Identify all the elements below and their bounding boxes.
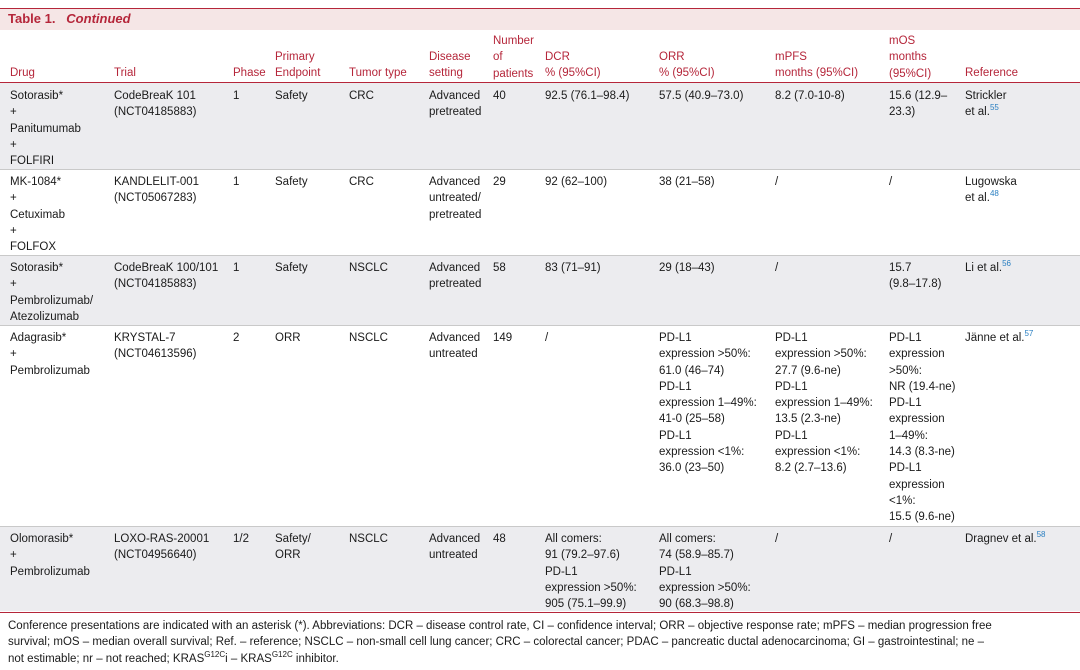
row-4-reference-link[interactable]: 57 [1024,329,1034,339]
footnote-line-2: survival; mOS – median overall survival; Ref. – reference; NSCLC – non-small cell lung cancer; CRC – colorectal cancer; PDAC – pancreatic ductal adenocarcinoma; GI – gastrointestinal; ne – [8,636,985,649]
footnote-line-1: Conference presentations are indicated with an asterisk (*). Abbreviations: DCR – disease control rate, CI – confidence interval; ORR – objective response rate; mPFS – median progression free [8,620,992,632]
row-4-endpoint: ORR [275,332,301,344]
row-4-trial: KRYSTAL-7 (NCT04613596) [114,332,197,361]
row-4-patients: 149 [493,332,513,344]
row-2-phase: 1 [233,176,240,188]
row-5-drug: Olomorasib* + Pembrolizumab [10,533,90,578]
row-3-reference-text: Li et al. [965,262,1003,274]
header-orr: ORR % (95%CI) [659,51,715,80]
row-2-endpoint: Safety [275,176,308,188]
row-3-reference [965,260,1011,276]
row-5-disease-setting: Advanced untreated [429,533,481,562]
row-5-mpfs: / [775,533,779,545]
header-dcr: DCR % (95%CI) [545,51,601,80]
header-mpfs: mPFS months (95%CI) [775,51,859,80]
row-2-mos: / [889,176,893,188]
table-title-suffix: Continued [66,11,131,26]
row-4-phase: 2 [233,332,240,344]
row-1-reference-link[interactable]: 55 [989,103,999,113]
row-5-mos: / [889,533,893,545]
footnote-line-3-text-a: not estimable; nr – not reached; KRAS [8,652,205,665]
row-1-phase: 1 [233,90,240,102]
row-3-reference-link[interactable]: 56 [1002,259,1011,269]
row-3-phase: 1 [233,262,240,274]
row-3-disease-setting: Advanced pretreated [429,262,482,291]
row-5-endpoint: Safety/ ORR [275,533,311,562]
header-drug: Drug [10,67,35,79]
row-3-mos: 15.7 (9.8–17.8) [889,262,942,291]
table-title-bar [0,8,1080,30]
row-1-orr: 57.5 (40.9–73.0) [659,90,744,102]
row-1-mos: 15.6 (12.9– 23.3) [889,90,948,119]
header-reference: Reference [965,67,1019,79]
footnote-line-3-text-b: i – KRAS [225,652,272,665]
row-1-trial: CodeBreaK 101 (NCT04185883) [114,90,197,119]
row-2-trial: KANDLELIT-001 (NCT05067283) [114,176,200,205]
row-5-tumor-type: NSCLC [349,533,388,545]
row-2-tumor-type: CRC [349,176,374,188]
row-3-mpfs: / [775,262,779,274]
row-1-patients: 40 [493,90,506,102]
header-disease-setting: Disease setting [429,51,471,80]
row-2-mpfs: / [775,176,779,188]
header-endpoint: Primary Endpoint [275,51,321,80]
row-4-tumor-type: NSCLC [349,332,388,344]
row-4-reference-text: Jänne et al. [965,332,1025,344]
row-5-reference-text: Dragnev et al. [965,533,1037,545]
row-2-reference-text: Lugowska et al. [965,176,1017,205]
row-4-drug: Adagrasib* + Pembrolizumab [10,332,90,377]
table-title-prefix: Table 1. [8,11,56,26]
row-5-orr: All comers: 74 (58.9–85.7) PD-L1 expression >50%: 90 (68.3–98.8) [659,533,751,611]
header-tumor-type: Tumor type [349,67,407,79]
row-3-patients: 58 [493,262,506,274]
row-5-dcr: All comers: 91 (79.2–97.6) PD-L1 expression >50%: 905 (75.1–99.9) [545,533,637,611]
row-5-reference [965,531,1046,547]
row-5-phase: 1/2 [233,533,249,545]
row-3-drug: Sotorasib* + Pembrolizumab/ Atezolizumab [10,262,94,323]
row-4-disease-setting: Advanced untreated [429,332,481,361]
header-number-of-patients: Number of patients [493,35,534,80]
header-mos: mOS months (95%CI) [889,35,932,80]
row-5-patients: 48 [493,533,506,545]
row-separator [0,169,1080,170]
row-2-dcr: 92 (62–100) [545,176,608,188]
row-2-disease-setting: Advanced untreated/ pretreated [429,176,482,221]
row-1-reference [965,88,1007,121]
row-separator [0,325,1080,326]
header-phase: Phase [233,67,266,79]
header-trial: Trial [114,67,136,79]
row-1-dcr: 92.5 (76.1–98.4) [545,90,630,102]
row-3-orr: 29 (18–43) [659,262,715,274]
row-2-orr: 38 (21–58) [659,176,715,188]
row-1-endpoint: Safety [275,90,308,102]
footnote-superscript-2: G12C [271,649,293,659]
table-title [8,11,131,26]
row-4-mpfs: PD-L1 expression >50%: 27.7 (9.6-ne) PD-L1 expression 1–49%: 13.5 (2.3-ne) PD-L1 expression <1%: 8.2 (2.7–13.6) [775,332,873,475]
row-2-reference-link[interactable]: 48 [989,189,999,199]
row-2-patients: 29 [493,176,506,188]
table-bottom-rule [0,612,1080,613]
row-2-drug: MK-1084* + Cetuximab + FOLFOX [10,176,65,254]
footnote-superscript-1: G12C [204,649,226,659]
row-1-drug: Sotorasib* + Panitumumab + FOLFIRI [10,90,81,168]
row-3-dcr: 83 (71–91) [545,262,601,274]
row-5-reference-link[interactable]: 58 [1036,530,1046,540]
row-4-reference [965,330,1033,346]
row-2-reference [965,174,1017,207]
table-footnote [8,618,1074,667]
row-3-endpoint: Safety [275,262,308,274]
row-3-trial: CodeBreaK 100/101 (NCT04185883) [114,262,219,291]
row-4-dcr: / [545,332,549,344]
footnote-line-3-text-c: inhibitor. [292,652,339,665]
footnote-line-3 [8,651,1074,667]
row-5-trial: LOXO-RAS-20001 (NCT04956640) [114,533,210,562]
row-1-tumor-type: CRC [349,90,374,102]
row-4-mos: PD-L1 expression >50%: NR (19.4-ne) PD-L1 expression 1–49%: 14.3 (8.3-ne) PD-L1 expression <1%: 15.5 (9.6-ne) [889,332,956,524]
row-1-disease-setting: Advanced pretreated [429,90,482,119]
row-1-reference-text: Strickler et al. [965,90,1007,119]
row-4-orr: PD-L1 expression >50%: 61.0 (46–74) PD-L1 expression 1–49%: 41-0 (25–58) PD-L1 expression <1%: 36.0 (23–50) [659,332,757,475]
row-1-mpfs: 8.2 (7.0-10-8) [775,90,845,102]
row-3-tumor-type: NSCLC [349,262,388,274]
